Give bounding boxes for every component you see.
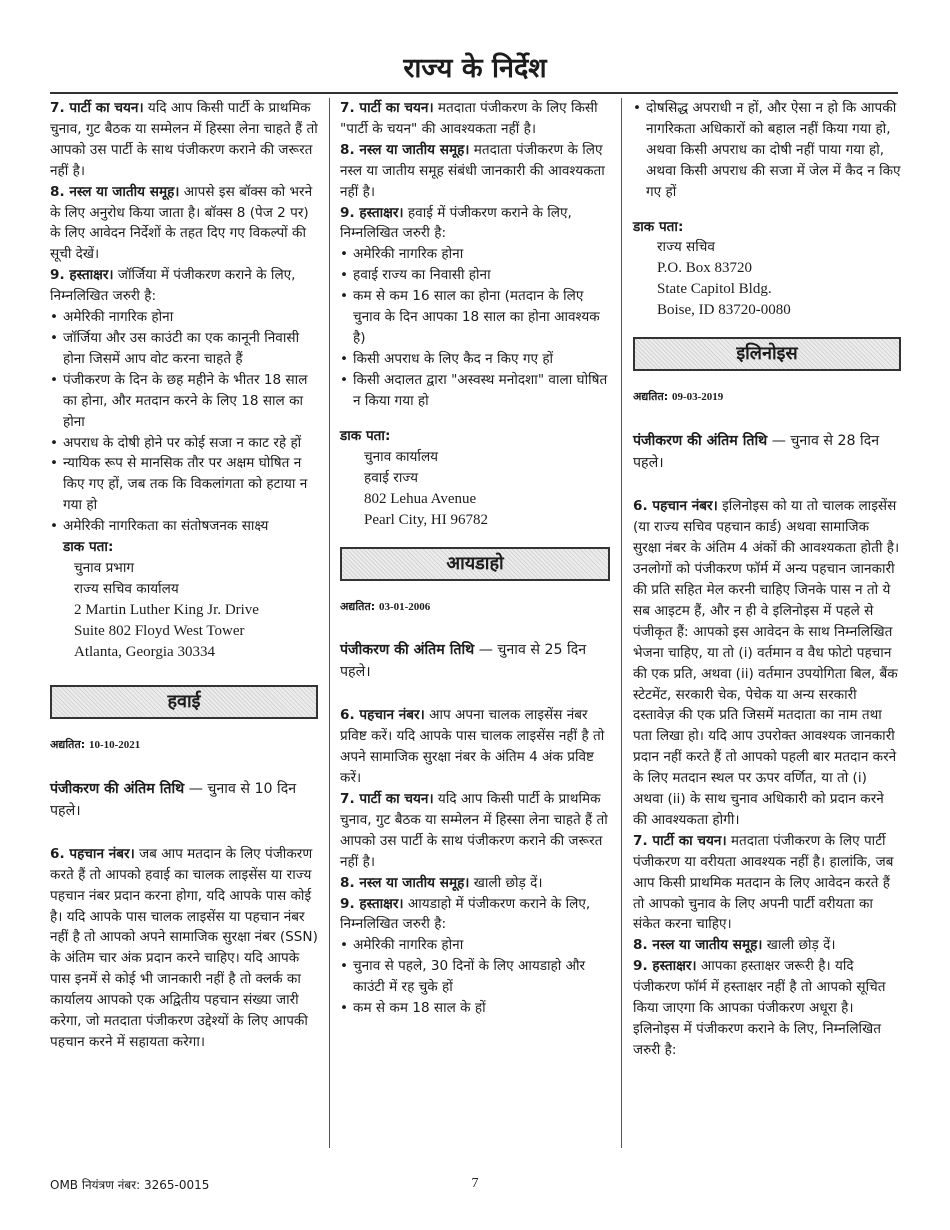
idaho-mail-label: डाक पता: (633, 218, 684, 235)
illinois-signature: 9. हस्ताक्षर। आपका हस्ताक्षर जरूरी है। यदि पंजीकरण फॉर्म में हस्ताक्षर नहीं है तो आपको सूचित किया जाएगा कि आपका पंजीकरण अधूरा है। (633, 958, 886, 1017)
idaho-signature: 9. हस्ताक्षर। आयडाहो में पंजीकरण कराने के लिए, निम्नलिखित जरुरी है: (340, 895, 591, 933)
illinois-race-ethnicity: 8. नस्ल या जातीय समूह। खाली छोड़ दें। (633, 937, 836, 954)
page-title: राज्य के निर्देश (403, 53, 547, 84)
georgia-requirements (50, 307, 318, 537)
illinois-party-choice: 7. पार्टी का चयन। मतदाता पंजीकरण के लिए पार्टी पंजीकरण या वरीयता आवश्यक नहीं है। हालांकि, जब आप किसी प्राथमिक मतदान के लिए आवेदन करते हैं तो आपको चुनाव के लिए अपनी पार्टी वरीयता का संकेत करना चाहिए। (633, 832, 894, 933)
illinois-banner: इलिनोइस (633, 337, 901, 371)
georgia-address: 2 Martin Luther King Jr. Drive Suite 802 Floyd West Tower Atlanta, Georgia 30334 (74, 601, 259, 660)
illinois-id-number: 6. पहचान नंबर। इलिनोइस को या तो चालक लाइसेंस (या राज्य सचिव पहचान कार्ड) अथवा सामाजिक सुरक्षा नंबर के अंतिम 4 अंकों की आवश्यकता होती है। उनलोगों को पंजीकरण फॉर्म में अन्य पहचान जानकारी की प्रति सहित मेल करनी चाहिए जिनके पास न तो ये सब आइटम हैं, और न ही वे इलिनोइस में पहले से पंजीकृत हैं: आपको इस आवेदन के साथ निम्नलिखित भेजना चाहिए, या तो (i) वर्तमान व वैध फोटो पहचान की एक प्रति, अथवा (ii) वर्तमान उपयोगिता बिल, बैंक स्टेटमेंट, सरकारी चेक, पेचेक या अन्य सरकारी दस्तावेज़ की एक प्रति जिसमें मतदाता का नाम तथा पता लिखा हो। यदि आप उपरोक्त आवश्यक जानकारी प्रदान नहीं करते हैं तो आपको पहली बार मतदान करने के लिए मतदान स्थल पर ऊपर वर्णित, या तो (i) अथवा (ii) के साथ चुनाव अधिकारी को प्रदान करने की आवश्यकता होगी। (633, 498, 900, 828)
column-divider (621, 98, 622, 1148)
georgia-address-hindi: चुनाव प्रभाग राज्य सचिव कार्यालय (74, 559, 179, 597)
list-item: • अमेरिकी नागरिक होना (340, 935, 610, 956)
title-rule (50, 92, 898, 94)
idaho-banner: आयडाहो (340, 547, 610, 581)
list-item: • कम से कम 16 साल का होना (मतदान के लिए चुनाव के दिन आपका 18 साल का होना आवश्यक है) (340, 286, 610, 349)
illinois-deadline: पंजीकरण की अंतिम तिथि — चुनाव से 28 दिन पहले। (633, 433, 880, 472)
idaho-address: P.O. Box 83720 State Capitol Bldg. Boise, ID 83720-0080 (657, 260, 791, 319)
georgia-party-choice: 7. पार्टी का चयन। यदि आप किसी पार्टी के प्राथमिक चुनाव, गुट बैठक या सम्मेलन में हिस्सा लेना चाहते हैं तो आपको उस पार्टी के साथ पंजीकरण कराने की जरूरत नहीं है। (50, 100, 318, 179)
hawaii-deadline: पंजीकरण की अंतिम तिथि — चुनाव से 10 दिन पहले। (50, 780, 297, 819)
list-item: • किसी अदालत द्वारा "अस्वस्थ मनोदशा" वाला घोषित न किया गया हो (340, 370, 610, 412)
list-item: • अमेरिकी नागरिक होना (50, 307, 318, 328)
hawaii-id-number: 6. पहचान नंबर। जब आप मतदान के लिए पंजीकरण करते हैं तो आपको हवाई का चालक लाइसेंस या राज्य पहचान नंबर प्रदान करना होगा, यदि आपके पास कोई है। यदि आपके पास चालक लाइसेंस या पहचान नंबर नहीं है तो आपको अपने सामाजिक सुरक्षा नंबर (SSN) के अंतिम चार अंक प्रदान करने चाहिए। यदि आपके पास इनमें से कोई भी जानकारी नहीं है तो क्लर्क का कार्यालय आपको एक अद्वितीय पहचान संख्या जारी करेगा, जो मतदाता पंजीकरण उद्देश्यों के लिए आपकी पहचान करने में सहायता करेगा। (50, 845, 318, 1050)
hawaii-race-ethnicity: 8. नस्ल या जातीय समूह। मतदाता पंजीकरण के लिए नस्ल या जातीय समूह संबंधी जानकारी की आवश्यकता नहीं है। (340, 141, 605, 200)
hawaii-requirements (340, 244, 610, 411)
hawaii-updated: अद्यतित: 10-10-2021 (50, 737, 141, 751)
list-item: • जॉर्जिया और उस काउंटी का एक कानूनी निवासी होना जिसमें आप वोट करना चाहते हैं (50, 328, 318, 370)
idaho-updated: अद्यतित: 03-01-2006 (340, 599, 431, 613)
hawaii-signature: 9. हस्ताक्षर। हवाई में पंजीकरण कराने के लिए, निम्नलिखित जरुरी है: (340, 204, 572, 242)
list-item: • हवाई राज्य का निवासी होना (340, 265, 610, 286)
column-3 (633, 98, 901, 1061)
idaho-deadline: पंजीकरण की अंतिम तिथि — चुनाव से 25 दिन पहले। (340, 642, 587, 681)
idaho-requirements (340, 935, 610, 1019)
georgia-race-ethnicity: 8. नस्ल या जातीय समूह। आपसे इस बॉक्स को भरने के लिए अनुरोध किया जाता है। बॉक्स 8 (पेज 2 पर) के लिए आवेदन निर्देशों के तहत दिए गए विकल्पों की सूची देखें। (50, 183, 313, 263)
column-divider (329, 98, 330, 1148)
page-number: 7 (471, 1176, 479, 1191)
list-item: • न्यायिक रूप से मानसिक तौर पर अक्षम घोषित न किए गए हों, जब तक कि विकलांगता को हटाया न गया हो (50, 453, 318, 516)
list-item: • दोषसिद्ध अपराधी न हों, और ऐसा न हो कि आपकी नागरिकता अधिकारों को बहाल नहीं किया गया हो, अथवा किसी अपराध का दोषी नहीं पाया गया हो, अथवा किसी अपराध की सजा में जेल में कैद न किए गए हों (633, 98, 901, 203)
idaho-address-hindi: राज्य सचिव (657, 239, 715, 256)
hawaii-banner: हवाई (50, 685, 318, 719)
hawaii-mail-label: डाक पता: (340, 427, 391, 444)
column-2 (340, 98, 610, 1019)
list-item: • पंजीकरण के दिन के छह महीने के भीतर 18 साल का होना, और मतदान करने के लिए 18 साल का होना (50, 370, 318, 433)
idaho-id-number: 6. पहचान नंबर। आप अपना चालक लाइसेंस नंबर प्रविष्ट करें। यदि आपके पास चालक लाइसेंस नहीं है तो अपने सामाजिक सुरक्षा नंबर के अंतिम 4 अंक प्रविष्ट करें। (340, 707, 605, 787)
hawaii-party-choice: 7. पार्टी का चयन। मतदाता पंजीकरण के लिए किसी "पार्टी के चयन" की आवश्यकता नहीं है। (340, 100, 598, 137)
georgia-mail-label: डाक पता: (63, 539, 114, 556)
illinois-updated: अद्यतित: 09-03-2019 (633, 390, 724, 404)
illinois-closing: इलिनोइस में पंजीकरण कराने के लिए, निम्नलिखित जरुरी है: (633, 1021, 881, 1058)
idaho-race-ethnicity: 8. नस्ल या जातीय समूह। खाली छोड़ दें। (340, 874, 543, 891)
list-item: • अमेरिकी नागरिकता का संतोषजनक साक्ष्य (50, 516, 318, 537)
list-item: • कम से कम 18 साल के हों (340, 998, 610, 1019)
georgia-signature: 9. हस्ताक्षर। जॉर्जिया में पंजीकरण कराने के लिए, निम्नलिखित जरुरी है: (50, 267, 296, 305)
list-item: • चुनाव से पहले, 30 दिनों के लिए आयडाहो और काउंटी में रह चुके हों (340, 956, 610, 998)
list-item: • किसी अपराध के लिए कैद न किए गए हों (340, 349, 610, 370)
hawaii-address-hindi: चुनाव कार्यालय हवाई राज्य (364, 448, 439, 486)
omb-control-number: OMB नियंत्रण नंबर: 3265-0015 (50, 1178, 210, 1192)
hawaii-address: 802 Lehua Avenue Pearl City, HI 96782 (364, 490, 489, 528)
column-1 (50, 98, 318, 1053)
idaho-requirements-continued (633, 98, 901, 203)
list-item: • अमेरिकी नागरिक होना (340, 244, 610, 265)
idaho-party-choice: 7. पार्टी का चयन। यदि आप किसी पार्टी के प्राथमिक चुनाव, गुट बैठक या सम्मेलन में हिस्सा लेना चाहते हैं तो आपको उस पार्टी के साथ पंजीकरण कराने की जरूरत नहीं है। (340, 791, 608, 870)
list-item: • अपराध के दोषी होने पर कोई सजा न काट रहे हों (50, 433, 318, 454)
